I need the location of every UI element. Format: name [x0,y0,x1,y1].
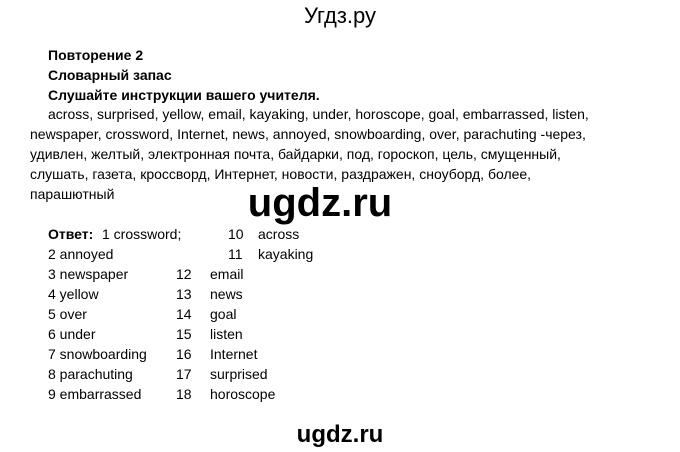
watermark-middle: ugdz.ru [247,181,393,225]
answer-right-word: surprised [210,366,268,382]
answer-left-item: 5 over [48,306,87,322]
answer-left-item: 8 parachuting [48,366,133,382]
answer-row [0,224,680,244]
answer-left-item: 9 embarrassed [48,386,142,402]
answer-left-item: 2 annoyed [48,246,114,262]
word-list-line: слушать, газета, кроссворд, Интернет, новости, раздражен, сноуборд, более, [30,166,532,182]
answer-right-word: email [210,266,244,282]
site-title: Угдз.ру [303,3,377,28]
word-list-line: newspaper, crossword, Internet, news, annoyed, snowboarding, over, parachuting -через, [30,126,586,142]
answer-right-number: 14 [176,306,192,322]
word-list-line: удивлен, желтый, электронная почта, байдарки, под, гороскоп, цель, смущенный, [30,146,561,162]
instruction-heading: Слушайте инструкции вашего учителя. [48,87,320,103]
answer-row [0,384,680,404]
answer-right-number: 15 [176,326,192,342]
answer-left-item: 6 under [48,326,96,342]
answer-right-word: news [210,286,243,302]
answer-right-word: Internet [210,346,258,362]
answer-row [0,304,680,324]
watermark-bottom: ugdz.ru [296,421,384,448]
answer-row [0,364,680,384]
answer-right-number: 12 [176,266,192,282]
answer-left-item: 3 newspaper [48,266,129,282]
answer-right-number: 17 [176,366,192,382]
answer-right-word: across [258,226,300,242]
answer-right-number: 10 [228,226,244,242]
answer-right-number: 18 [176,386,192,402]
answer-label: Ответ: [48,226,94,242]
answer-right-word: kayaking [258,246,314,262]
answer-row [0,264,680,284]
answer-right-word: goal [210,306,237,322]
section-heading: Повторение 2 [48,47,144,63]
word-list-line: across, surprised, yellow, email, kayaking, under, horoscope, goal, embarrassed, listen, [48,106,589,122]
answer-left-item: 4 yellow [48,286,99,302]
answer-right-number: 16 [176,346,192,362]
answer-left-item: 1 crossword; [102,226,182,242]
answer-right-number: 13 [176,286,192,302]
answer-right-word: horoscope [210,386,276,402]
word-list-line: парашютный [30,186,115,202]
topic-heading: Словарный запас [48,67,172,83]
answer-row [0,324,680,344]
answer-row [0,344,680,364]
answer-left-item: 7 snowboarding [48,346,147,362]
answer-row [0,284,680,304]
answer-right-number: 11 [228,246,243,262]
answer-row [0,244,680,264]
answer-right-word: listen [210,326,243,342]
